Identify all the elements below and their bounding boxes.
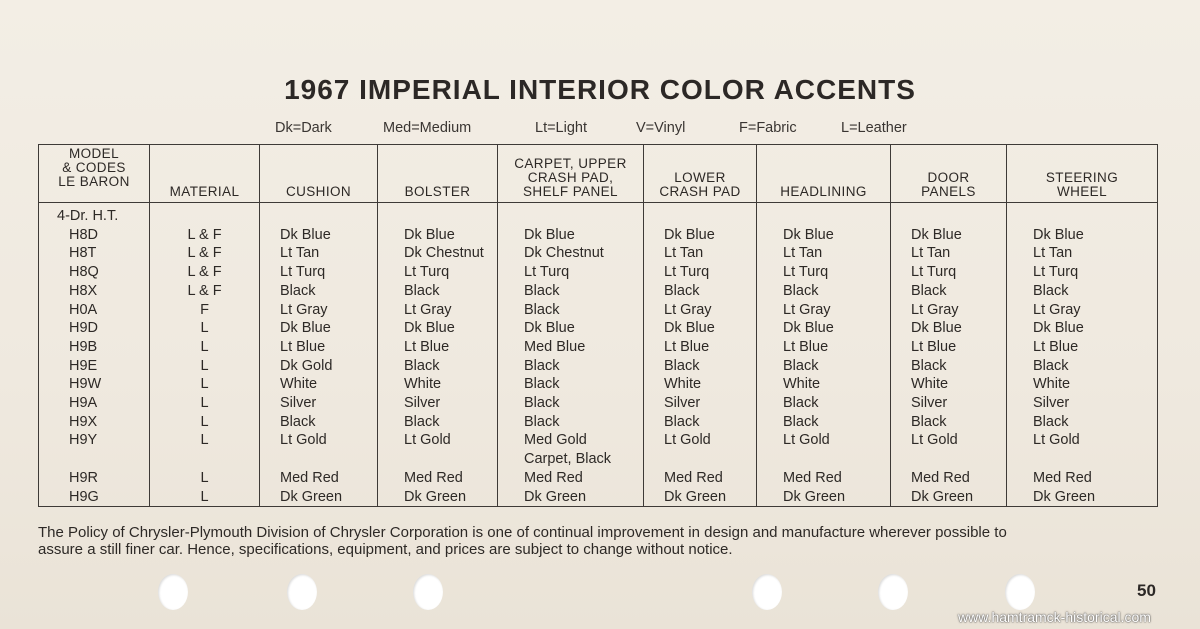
cell-lower-crash-pad: Lt Blue — [644, 338, 757, 357]
cell-door-panels: Lt Turq — [891, 263, 1007, 282]
cell-cushion: Dk Gold — [260, 357, 378, 376]
cell-headlining: Lt Gold — [757, 431, 891, 450]
cell-material: L & F — [150, 282, 260, 301]
cell-steering-wheel: Med Red — [1007, 469, 1158, 488]
cell-bolster: Dk Blue — [378, 226, 498, 245]
cell-steering-wheel: Dk Blue — [1007, 319, 1158, 338]
cell-material: L & F — [150, 244, 260, 263]
cell-cushion: Lt Turq — [260, 263, 378, 282]
cell-material: L — [150, 469, 260, 488]
cell-door-panels: Dk Blue — [891, 226, 1007, 245]
cell-lower-crash-pad — [644, 450, 757, 469]
cell-cushion: Silver — [260, 394, 378, 413]
cell-door-panels: Black — [891, 282, 1007, 301]
cell-model-code: H9Y — [39, 431, 150, 450]
table-row — [39, 413, 1158, 432]
cell-carpet-upper-crash-pad: Black — [498, 301, 644, 320]
legend-medium: Med=Medium — [383, 120, 472, 136]
cell-model-code: H9X — [39, 413, 150, 432]
cell-door-panels: Dk Green — [891, 488, 1007, 507]
cell-carpet-upper-crash-pad: Black — [498, 375, 644, 394]
cell-headlining: Dk Green — [757, 488, 891, 507]
cell-material: L & F — [150, 226, 260, 245]
cell-cushion: Lt Tan — [260, 244, 378, 263]
cell-headlining: Black — [757, 413, 891, 432]
table-row — [39, 263, 1158, 282]
binder-hole — [752, 574, 782, 610]
header-cushion: CUSHION — [260, 145, 378, 203]
cell-cushion: Dk Green — [260, 488, 378, 507]
binder-hole — [413, 574, 443, 610]
binder-hole — [287, 574, 317, 610]
cell-carpet-upper-crash-pad: Black — [498, 357, 644, 376]
cell-carpet-upper-crash-pad: Black — [498, 394, 644, 413]
cell-carpet-upper-crash-pad: Med Red — [498, 469, 644, 488]
cell-door-panels: White — [891, 375, 1007, 394]
cell-headlining: Black — [757, 357, 891, 376]
cell-carpet-upper-crash-pad: Carpet, Black — [498, 450, 644, 469]
header-door-panels: DOOR PANELS — [891, 145, 1007, 203]
cell-lower-crash-pad: Dk Blue — [644, 319, 757, 338]
cell-headlining: Dk Blue — [757, 226, 891, 245]
cell-lower-crash-pad: Med Red — [644, 469, 757, 488]
header-model-codes: MODEL & CODES LE BARON — [39, 145, 150, 203]
cell-headlining: Black — [757, 394, 891, 413]
header-lower-crash-pad: LOWER CRASH PAD — [644, 145, 757, 203]
binder-hole — [1005, 574, 1035, 610]
cell-lower-crash-pad: Dk Blue — [644, 226, 757, 245]
table-row — [39, 394, 1158, 413]
cell-model-code: H9G — [39, 488, 150, 507]
cell-door-panels: Lt Tan — [891, 244, 1007, 263]
table-row — [39, 244, 1158, 263]
cell-material: L — [150, 319, 260, 338]
cell-model-code: H9A — [39, 394, 150, 413]
table-header-row — [39, 145, 1158, 203]
section-label: 4-Dr. H.T. — [39, 203, 150, 226]
cell-cushion: Dk Blue — [260, 226, 378, 245]
table-row — [39, 375, 1158, 394]
header-steering-wheel: STEERING WHEEL — [1007, 145, 1158, 203]
legend-vinyl: V=Vinyl — [636, 120, 686, 136]
cell-steering-wheel: Black — [1007, 282, 1158, 301]
table-row — [39, 282, 1158, 301]
table-row — [39, 469, 1158, 488]
cell-door-panels: Med Red — [891, 469, 1007, 488]
cell-door-panels: Black — [891, 357, 1007, 376]
header-material: MATERIAL — [150, 145, 260, 203]
cell-model-code: H9E — [39, 357, 150, 376]
cell-material: L & F — [150, 263, 260, 282]
cell-carpet-upper-crash-pad: Lt Turq — [498, 263, 644, 282]
cell-headlining — [757, 450, 891, 469]
cell-cushion: Dk Blue — [260, 319, 378, 338]
cell-headlining: Black — [757, 282, 891, 301]
section-row — [39, 203, 1158, 226]
cell-lower-crash-pad: Lt Tan — [644, 244, 757, 263]
cell-steering-wheel: White — [1007, 375, 1158, 394]
cell-material: L — [150, 431, 260, 450]
policy-notice: The Policy of Chrysler-Plymouth Division of Chrysler Corporation is one of continual improvement in design and manufacture wherever possible to assure a still finer car. Hence, specifications, equipment, and prices are subject to change without notice. — [38, 524, 1007, 558]
page-title: 1967 IMPERIAL INTERIOR COLOR ACCENTS — [284, 74, 916, 105]
cell-carpet-upper-crash-pad: Black — [498, 413, 644, 432]
page-number: 50 — [1137, 581, 1156, 600]
table-row — [39, 301, 1158, 320]
cell-headlining: Med Red — [757, 469, 891, 488]
cell-lower-crash-pad: Silver — [644, 394, 757, 413]
binder-hole — [158, 574, 188, 610]
cell-cushion: Black — [260, 413, 378, 432]
cell-bolster: Dk Blue — [378, 319, 498, 338]
cell-door-panels — [891, 450, 1007, 469]
header-bolster: BOLSTER — [378, 145, 498, 203]
legend-fabric: F=Fabric — [739, 120, 797, 136]
cell-steering-wheel: Lt Gold — [1007, 431, 1158, 450]
cell-headlining: Lt Blue — [757, 338, 891, 357]
table-row — [39, 431, 1158, 450]
table-row — [39, 357, 1158, 376]
cell-carpet-upper-crash-pad: Black — [498, 282, 644, 301]
table-row — [39, 319, 1158, 338]
cell-lower-crash-pad: Lt Gray — [644, 301, 757, 320]
cell-carpet-upper-crash-pad: Dk Blue — [498, 226, 644, 245]
cell-lower-crash-pad: Black — [644, 357, 757, 376]
table-row — [39, 338, 1158, 357]
cell-material — [150, 450, 260, 469]
cell-door-panels: Lt Gold — [891, 431, 1007, 450]
cell-lower-crash-pad: Lt Turq — [644, 263, 757, 282]
cell-model-code — [39, 450, 150, 469]
cell-headlining: Lt Gray — [757, 301, 891, 320]
cell-cushion: Lt Gray — [260, 301, 378, 320]
cell-carpet-upper-crash-pad: Med Gold — [498, 431, 644, 450]
cell-lower-crash-pad: Lt Gold — [644, 431, 757, 450]
cell-carpet-upper-crash-pad: Med Blue — [498, 338, 644, 357]
cell-model-code: H8D — [39, 226, 150, 245]
cell-bolster: Lt Gray — [378, 301, 498, 320]
legend-dark: Dk=Dark — [275, 120, 332, 136]
cell-material: L — [150, 488, 260, 507]
cell-lower-crash-pad: White — [644, 375, 757, 394]
cell-model-code: H9D — [39, 319, 150, 338]
header-headlining: HEADLINING — [757, 145, 891, 203]
cell-door-panels: Dk Blue — [891, 319, 1007, 338]
cell-cushion: Med Red — [260, 469, 378, 488]
cell-door-panels: Black — [891, 413, 1007, 432]
cell-material: L — [150, 375, 260, 394]
cell-material: L — [150, 357, 260, 376]
table-row — [39, 226, 1158, 245]
cell-bolster: Dk Chestnut — [378, 244, 498, 263]
cell-steering-wheel: Dk Green — [1007, 488, 1158, 507]
table-body — [39, 203, 1158, 507]
cell-material: F — [150, 301, 260, 320]
cell-carpet-upper-crash-pad: Dk Blue — [498, 319, 644, 338]
cell-bolster: Med Red — [378, 469, 498, 488]
cell-bolster: Lt Gold — [378, 431, 498, 450]
cell-steering-wheel — [1007, 450, 1158, 469]
cell-material: L — [150, 338, 260, 357]
cell-cushion: Black — [260, 282, 378, 301]
cell-door-panels: Lt Blue — [891, 338, 1007, 357]
cell-model-code: H8T — [39, 244, 150, 263]
cell-bolster: Black — [378, 413, 498, 432]
cell-steering-wheel: Dk Blue — [1007, 226, 1158, 245]
table-row — [39, 488, 1158, 507]
cell-headlining: White — [757, 375, 891, 394]
cell-cushion: White — [260, 375, 378, 394]
binder-hole — [878, 574, 908, 610]
cell-lower-crash-pad: Dk Green — [644, 488, 757, 507]
legend-light: Lt=Light — [535, 120, 588, 136]
cell-steering-wheel: Lt Turq — [1007, 263, 1158, 282]
legend-leather: L=Leather — [841, 120, 907, 136]
cell-steering-wheel: Silver — [1007, 394, 1158, 413]
cell-model-code: H0A — [39, 301, 150, 320]
cell-material: L — [150, 394, 260, 413]
cell-bolster: Black — [378, 282, 498, 301]
cell-door-panels: Silver — [891, 394, 1007, 413]
cell-model-code: H8Q — [39, 263, 150, 282]
cell-bolster: Lt Blue — [378, 338, 498, 357]
cell-steering-wheel: Lt Blue — [1007, 338, 1158, 357]
cell-steering-wheel: Lt Tan — [1007, 244, 1158, 263]
watermark-text: www.hamtramck-historical.com — [958, 609, 1151, 625]
cell-bolster: Lt Turq — [378, 263, 498, 282]
cell-steering-wheel: Black — [1007, 357, 1158, 376]
cell-model-code: H8X — [39, 282, 150, 301]
cell-steering-wheel: Lt Gray — [1007, 301, 1158, 320]
cell-lower-crash-pad: Black — [644, 413, 757, 432]
cell-headlining: Dk Blue — [757, 319, 891, 338]
cell-bolster: Black — [378, 357, 498, 376]
header-carpet-upper-crash-pad: CARPET, UPPER CRASH PAD, SHELF PANEL — [498, 145, 644, 203]
cell-bolster — [378, 450, 498, 469]
cell-material: L — [150, 413, 260, 432]
cell-steering-wheel: Black — [1007, 413, 1158, 432]
cell-carpet-upper-crash-pad: Dk Green — [498, 488, 644, 507]
cell-bolster: Silver — [378, 394, 498, 413]
cell-cushion: Lt Blue — [260, 338, 378, 357]
cell-model-code: H9W — [39, 375, 150, 394]
cell-bolster: White — [378, 375, 498, 394]
table-row — [39, 450, 1158, 469]
color-accents-table — [38, 144, 1158, 507]
cell-lower-crash-pad: Black — [644, 282, 757, 301]
cell-door-panels: Lt Gray — [891, 301, 1007, 320]
cell-headlining: Lt Tan — [757, 244, 891, 263]
cell-carpet-upper-crash-pad: Dk Chestnut — [498, 244, 644, 263]
cell-cushion — [260, 450, 378, 469]
cell-model-code: H9R — [39, 469, 150, 488]
cell-model-code: H9B — [39, 338, 150, 357]
cell-cushion: Lt Gold — [260, 431, 378, 450]
cell-bolster: Dk Green — [378, 488, 498, 507]
cell-headlining: Lt Turq — [757, 263, 891, 282]
